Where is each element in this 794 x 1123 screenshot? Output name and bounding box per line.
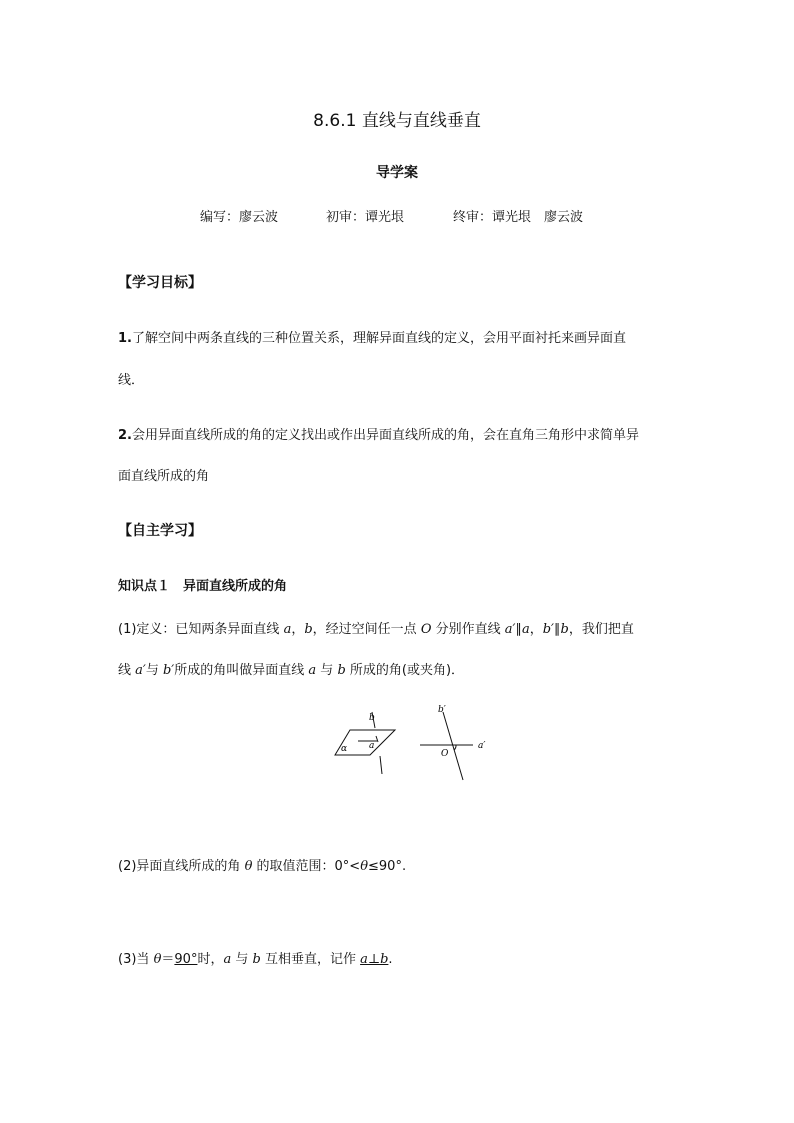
knowledge-point-title: 知识点１ 异面直线所成的角 <box>118 579 288 594</box>
line-b-prime <box>443 712 463 780</box>
line-b-label: b <box>369 713 375 723</box>
definition-line-1: (1)定义：已知两条异面直线 a，b，经过空间任一点 O 分别作直线 a′∥a，b′∥b，我们把直 <box>118 622 634 637</box>
angle-range-line: (2)异面直线所成的角 θ 的取值范围：0°<θ≤90°. <box>118 859 407 874</box>
final-reviewer-credit: 终审：谭光垠 廖云波 <box>453 210 584 225</box>
angle-diagram <box>420 712 473 780</box>
objectives-heading: 【学习目标】 <box>118 275 202 291</box>
objective-2-line-1: 2.会用异面直线所成的角的定义找出或作出异面直线所成的角，会在直角三角形中求简单异 <box>118 428 639 443</box>
writer-credit: 编写：廖云波 <box>200 210 279 225</box>
objective-2-line-2: 面直线所成的角 <box>118 469 210 484</box>
objective-1-line-1: 1.了解空间中两条直线的三种位置关系，理解异面直线的定义，会用平面衬托来画异面直 <box>118 331 626 346</box>
document-title: 8.6.1 直线与直线垂直 <box>313 111 481 131</box>
skew-lines-figure <box>325 700 500 785</box>
reviewer-credit: 初审：谭光垠 <box>326 210 405 225</box>
document-subtitle: 导学案 <box>376 165 418 181</box>
self-study-heading: 【自主学习】 <box>118 523 202 539</box>
point-O-label: O <box>441 749 449 759</box>
line-a-prime-label: a′ <box>478 741 486 751</box>
perpendicular-line: (3)当 θ＝90°时，a 与 b 互相垂直，记作 a⊥b. <box>118 952 393 967</box>
plane-diagram <box>335 712 395 774</box>
plane-alpha-label: α <box>341 744 348 754</box>
line-b-prime-label: b′ <box>438 705 446 715</box>
definition-line-2: 线 a′与 b′所成的角叫做异面直线 a 与 b 所成的角(或夹角)． <box>118 663 465 678</box>
objective-1-line-2: 线． <box>118 373 145 388</box>
line-b-lower <box>380 756 382 774</box>
line-a-label: a <box>369 741 375 751</box>
angle-arc <box>454 745 456 750</box>
